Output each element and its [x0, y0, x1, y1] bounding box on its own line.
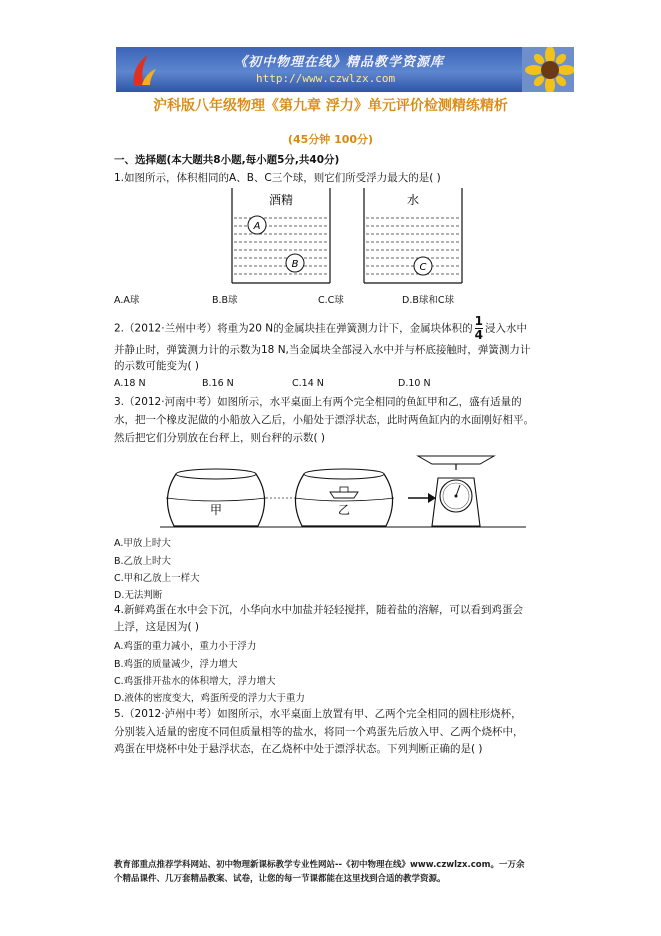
document-title: 沪科版八年级物理《第九章 浮力》单元评价检测精练精析: [153, 98, 508, 114]
footer-line1: 教育部重点推荐学科网站、初中物理新课标教学专业性网站--《初中物理在线》www.czwlzx.com。一万余: [114, 860, 525, 870]
q2-option-d[interactable]: D.10 N: [398, 378, 431, 389]
q3-label-yi: 乙: [337, 503, 351, 517]
q1-ball-c-label: C: [419, 262, 427, 273]
q3-line3: 然后把它们分别放在台秤上，则台秤的示数( ): [114, 432, 326, 444]
q2-fraction-denominator: 4: [474, 328, 483, 342]
q3-option-b[interactable]: B.乙放上时大: [114, 556, 172, 567]
q3-arrow-icon: [408, 493, 436, 503]
q3-option-c[interactable]: C.甲和乙放上一样大: [114, 573, 200, 584]
q2-line1-text: 2.（2012·兰州中考）将重为20 N的金属块挂在弹簧测力计下，金属块体积的: [114, 322, 473, 335]
q4-option-b[interactable]: B.鸡蛋的质量减少，浮力增大: [114, 659, 238, 670]
q3-option-a[interactable]: A.甲放上时大: [114, 538, 171, 549]
q1-label-alcohol: 酒精: [268, 193, 294, 207]
q2-line2: 并静止时，弹簧测力计的示数为18 N,当金属块全部浸入水中并与杯底接触时，弹簧测力计: [114, 344, 531, 356]
q2-line1-tail: 浸入水中: [485, 322, 527, 335]
q3-scale-icon: [418, 456, 494, 526]
q1-option-d[interactable]: D.B球和C球: [402, 295, 454, 306]
q1-option-a[interactable]: A.A球: [114, 295, 140, 306]
q1-figure: [222, 188, 484, 288]
q2-option-b[interactable]: B.16 N: [202, 378, 234, 389]
q3-label-jia: 甲: [209, 503, 223, 517]
banner-url[interactable]: http://www.czwlzx.com: [256, 72, 396, 85]
q3-option-d[interactable]: D.无法判断: [114, 590, 163, 601]
q2-fraction-numerator: 1: [474, 314, 483, 328]
site-logo-icon: [128, 53, 158, 87]
page-footer: [114, 858, 554, 886]
site-banner: [116, 47, 574, 92]
sunflower-icon: [522, 47, 574, 92]
q4-line1: 4.新鲜鸡蛋在水中会下沉，小华向水中加盐并轻轻搅拌，随着盐的溶解，可以看到鸡蛋会: [114, 604, 524, 616]
section-heading: 一、选择题(本大题共8小题,每小题5分,共40分): [114, 154, 340, 166]
q3-tank-jia: [166, 469, 266, 526]
banner-title: 《初中物理在线》精品教学资源库: [234, 55, 445, 70]
q3-line2: 水，把一个橡皮泥做的小船放入乙后，小船处于漂浮状态，此时两鱼缸内的水面刚好相平。: [114, 414, 534, 426]
q5-line1: 5.（2012·泸州中考）如图所示，水平桌面上放置有甲、乙两个完全相同的圆柱形烧杯，: [114, 708, 522, 720]
q5-line3: 鸡蛋在甲烧杯中处于悬浮状态，在乙烧杯中处于漂浮状态。下列判断正确的是( ): [114, 743, 483, 755]
q1-ball-b-label: B: [291, 259, 299, 270]
q2-line1: [114, 316, 527, 341]
q2-option-c[interactable]: C.14 N: [292, 378, 324, 389]
q2-option-a[interactable]: A.18 N: [114, 378, 146, 389]
q2-line3: 的示数可能变为( ): [114, 360, 200, 372]
q1-stem: 1.如图所示，体积相同的A、B、C三个球，则它们所受浮力最大的是( ): [114, 172, 441, 184]
q5-line2: 分别装入适量的密度不同但质量相等的盐水，将同一个鸡蛋先后放入甲、乙两个烧杯中，: [114, 726, 524, 738]
q3-boat: [330, 492, 358, 498]
q4-line2: 上浮，这是因为( ): [114, 621, 200, 633]
q1-option-c[interactable]: C.C球: [318, 295, 344, 306]
q1-option-b[interactable]: B.B球: [212, 295, 238, 306]
q1-ball-a-label: A: [253, 221, 261, 232]
q2-fraction: [475, 316, 483, 341]
q1-label-water: 水: [406, 193, 420, 207]
q3-tank-yi: [294, 469, 394, 526]
q1-beaker-alcohol: [232, 188, 330, 283]
footer-line2: 个精品课件、几万套精品教案、试卷，让您的每一节课都能在这里找到合适的教学资源。: [114, 874, 446, 884]
q4-option-d[interactable]: D.液体的密度变大，鸡蛋所受的浮力大于重力: [114, 693, 305, 704]
q3-figure: [160, 452, 526, 532]
q4-option-a[interactable]: A.鸡蛋的重力减小，重力小于浮力: [114, 641, 257, 652]
q1-beaker-water: [364, 188, 462, 283]
q4-option-c[interactable]: C.鸡蛋排开盐水的体积增大，浮力增大: [114, 676, 276, 687]
document-subtitle: (45分钟 100分): [287, 133, 374, 146]
q3-line1: 3.（2012·河南中考）如图所示，水平桌面上有两个完全相同的鱼缸甲和乙，盛有适量的: [114, 396, 522, 408]
